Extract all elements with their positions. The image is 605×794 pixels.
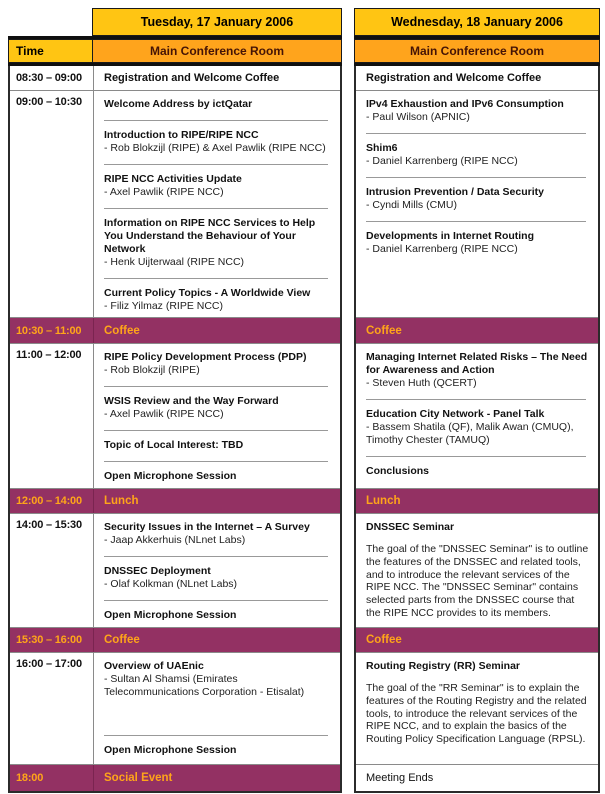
session-entry: [104, 395, 332, 421]
session-entry: [104, 565, 332, 591]
session-speaker: - Steven Huth (QCERT): [366, 377, 477, 389]
session-speaker: - Daniel Karrenberg (RIPE NCC): [366, 155, 518, 167]
content-cell: [356, 344, 598, 488]
content-cell: [356, 653, 598, 764]
time-column-header: Time: [8, 39, 92, 63]
schedule-row: [10, 66, 340, 91]
schedule-row: [10, 91, 340, 318]
schedule-row: [356, 66, 598, 91]
schedule-row: [356, 765, 598, 791]
schedule-row: [10, 653, 340, 765]
session-title: Managing Internet Related Risks – The Need for Awareness and Action: [366, 351, 588, 376]
schedule-row: [10, 514, 340, 628]
content-cell: [94, 66, 340, 90]
time-cell: 16:00 – 17:00: [10, 653, 94, 764]
wednesday-table-body: [354, 66, 600, 793]
content-cell: [94, 344, 340, 488]
time-cell: 15:30 – 16:00: [10, 628, 94, 652]
session-title: RIPE Policy Development Process (PDP): [104, 351, 307, 363]
session-entry: [366, 660, 590, 746]
separator-line: [104, 735, 328, 736]
content-cell: [94, 765, 340, 791]
separator-line: [104, 430, 328, 431]
time-cell: 14:00 – 15:30: [10, 514, 94, 627]
separator-line: [104, 386, 328, 387]
time-cell: 08:30 – 09:00: [10, 66, 94, 90]
row-label: Coffee: [366, 634, 402, 646]
session-entry: [104, 351, 332, 377]
session-title: Introduction to RIPE/RIPE NCC: [104, 129, 259, 141]
content-cell: [94, 514, 340, 627]
schedule-row: [356, 653, 598, 765]
wednesday-schedule-table: [354, 8, 600, 793]
session-title: Intrusion Prevention / Data Security: [366, 186, 544, 198]
content-cell: [356, 318, 598, 343]
time-cell: 12:00 – 14:00: [10, 489, 94, 513]
session-entry: [104, 72, 332, 85]
session-entry: [104, 660, 332, 699]
session-speaker: - Cyndi Mills (CMU): [366, 199, 457, 211]
session-speaker: - Bassem Shatila (QF), Malik Awan (CMUQ), Timothy Chester (TAMUQ): [366, 421, 577, 446]
session-title: DNSSEC Deployment: [104, 565, 211, 577]
content-cell: [356, 66, 598, 90]
schedule-row: [10, 318, 340, 344]
session-entry: [104, 173, 332, 199]
separator-line: [104, 120, 328, 121]
row-label: Coffee: [104, 324, 140, 337]
session-entry: [366, 521, 590, 620]
separator-line: [104, 461, 328, 462]
session-entry: [104, 287, 332, 313]
schedule-row: [356, 489, 598, 514]
separator-line: [104, 278, 328, 279]
schedule-row: [10, 489, 340, 514]
tuesday-schedule-table: [8, 8, 342, 793]
separator-line: [104, 600, 328, 601]
content-cell: [94, 318, 340, 343]
content-cell: [94, 489, 340, 513]
separator-line: [104, 208, 328, 209]
separator-line: [104, 164, 328, 165]
session-description: The goal of the "RR Seminar" is to explain the features of the Routing Registry and the related tools, to introduce the relevant services of the RIPE NCC, and to explain the basics of the Routing Policy Specification Language (RPSL).: [366, 682, 587, 746]
session-entry: [366, 186, 590, 212]
session-speaker: - Henk Uijterwaal (RIPE NCC): [104, 256, 245, 268]
row-label: Meeting Ends: [366, 772, 434, 784]
session-title: Information on RIPE NCC Services to Help You Understand the Behaviour of Your Network: [104, 217, 316, 255]
session-entry: [366, 408, 590, 447]
column-header-row: [8, 39, 342, 63]
schedule-tables: [8, 8, 600, 793]
content-cell: [356, 91, 598, 317]
time-cell: 11:00 – 12:00: [10, 344, 94, 488]
session-title: Routing Registry (RR) Seminar: [366, 660, 521, 672]
separator-line: [104, 556, 328, 557]
content-cell: [356, 514, 598, 627]
content-cell: [356, 765, 598, 791]
session-speaker: - Daniel Karrenberg (RIPE NCC): [366, 243, 518, 255]
session-entry: [366, 465, 590, 478]
session-entry: [104, 470, 332, 483]
session-entry: [104, 217, 332, 269]
content-cell: [94, 628, 340, 652]
row-label: Coffee: [104, 634, 140, 646]
content-cell: [356, 628, 598, 652]
session-title: Topic of Local Interest: TBD: [104, 439, 244, 451]
session-entry: [366, 98, 590, 124]
session-entry: [104, 98, 332, 111]
session-speaker: - Axel Pawlik (RIPE NCC): [104, 408, 224, 420]
content-cell: [94, 91, 340, 317]
session-entry: [104, 439, 332, 452]
schedule-row: [356, 514, 598, 628]
room-column-header: Main Conference Room: [354, 39, 600, 63]
session-entry: [366, 72, 590, 85]
time-cell: 18:00: [10, 765, 94, 791]
session-title: Open Microphone Session: [104, 470, 237, 482]
session-title: IPv4 Exhaustion and IPv6 Consumption: [366, 98, 564, 110]
session-title: WSIS Review and the Way Forward: [104, 395, 279, 407]
session-title: Security Issues in the Internet – A Survey: [104, 521, 310, 533]
session-title: Registration and Welcome Coffee: [104, 71, 280, 84]
schedule-row: [356, 318, 598, 344]
session-title: Overview of UAEnic: [104, 660, 204, 672]
session-title: Open Microphone Session: [104, 609, 237, 621]
session-speaker: - Olaf Kolkman (NLnet Labs): [104, 578, 238, 590]
time-cell: 10:30 – 11:00: [10, 318, 94, 343]
session-title: Open Microphone Session: [104, 744, 237, 756]
row-label: Lunch: [104, 495, 139, 507]
session-title: Current Policy Topics - A Worldwide View: [104, 287, 311, 299]
schedule-row: [356, 628, 598, 653]
schedule-row: [356, 91, 598, 318]
session-speaker: - Jaap Akkerhuis (NLnet Labs): [104, 534, 246, 546]
session-title: DNSSEC Seminar: [366, 521, 455, 533]
session-speaker: - Filiz Yilmaz (RIPE NCC): [104, 300, 224, 312]
session-description: The goal of the "DNSSEC Seminar" is to outline the features of the DNSSEC and related tools, and to introduce the relevant services of the RIPE NCC. The "DNSSEC Seminar" contains selected parts from the DNSSEC course that the RIPE NCC provides to its members.: [366, 543, 589, 619]
schedule-row: [10, 344, 340, 489]
separator-line: [366, 399, 586, 400]
row-label: Social Event: [104, 772, 173, 784]
session-entry: [366, 142, 590, 168]
session-title: Developments in Internet Routing: [366, 230, 535, 242]
row-label: Lunch: [366, 495, 401, 507]
session-speaker: - Axel Pawlik (RIPE NCC): [104, 186, 224, 198]
schedule-row: [10, 628, 340, 653]
content-cell: [356, 489, 598, 513]
session-entry: [366, 351, 590, 390]
session-speaker: - Sultan Al Shamsi (Emirates Telecommunications Corporation - Etisalat): [104, 673, 305, 698]
session-speaker: - Paul Wilson (APNIC): [366, 111, 470, 123]
session-title: Conclusions: [366, 465, 430, 477]
time-cell: 09:00 – 10:30: [10, 91, 94, 317]
separator-line: [366, 221, 586, 222]
schedule-row: [10, 765, 340, 791]
separator-line: [366, 177, 586, 178]
content-cell: [94, 653, 340, 764]
tuesday-day-header: Tuesday, 17 January 2006: [92, 8, 342, 36]
separator-line: [366, 133, 586, 134]
row-label: Coffee: [366, 324, 402, 337]
tuesday-table-body: [8, 66, 342, 793]
session-speaker: - Rob Blokzijl (RIPE): [104, 364, 200, 376]
session-entry: [104, 129, 332, 155]
session-title: Shim6: [366, 142, 398, 154]
session-title: RIPE NCC Activities Update: [104, 173, 242, 185]
session-title: Registration and Welcome Coffee: [366, 71, 542, 84]
separator-line: [366, 456, 586, 457]
session-entry: [366, 230, 590, 256]
session-title: Education City Network - Panel Talk: [366, 408, 545, 420]
wednesday-day-header: Wednesday, 18 January 2006: [354, 8, 600, 36]
session-entry: [104, 609, 332, 622]
session-speaker: - Rob Blokzijl (RIPE) & Axel Pawlik (RIPE NCC): [104, 142, 326, 154]
room-column-header: Main Conference Room: [92, 39, 342, 63]
schedule-row: [356, 344, 598, 489]
session-title: Welcome Address by ictQatar: [104, 98, 253, 110]
session-entry: [104, 521, 332, 547]
column-header-row: [354, 39, 600, 63]
session-entry: [104, 744, 332, 757]
